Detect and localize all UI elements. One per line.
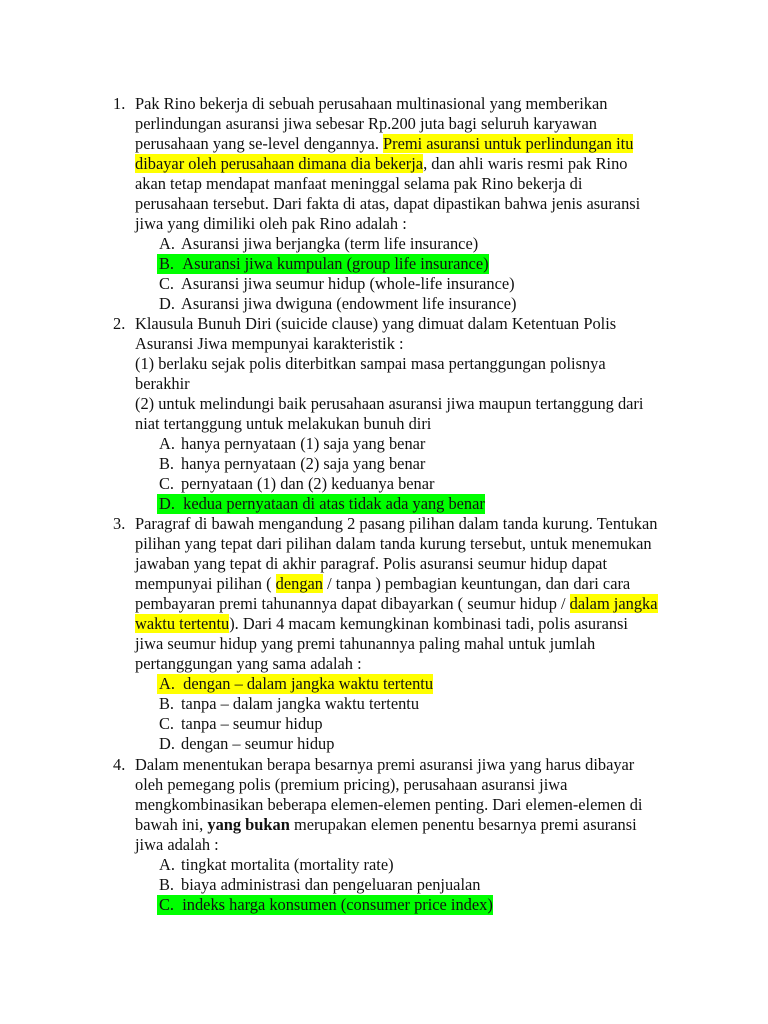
text-line: jiwa seumur hidup yang premi tahunannya paling mahal untuk jumlah: [135, 634, 596, 653]
option-a: [135, 234, 695, 254]
option-letter: B.: [159, 694, 175, 713]
answer-highlight: [157, 254, 489, 274]
option-letter: B.: [159, 254, 175, 273]
option-letter: C.: [159, 895, 175, 914]
option-text: kedua pernyataan di atas tidak ada yang benar: [183, 494, 485, 513]
option-letter: B.: [159, 875, 175, 894]
option-text: Asuransi jiwa dwiguna (endowment life insurance): [181, 294, 517, 313]
option-a: [135, 855, 695, 875]
text-line: berakhir: [135, 374, 190, 393]
option-letter: A.: [159, 674, 175, 693]
option-text: hanya pernyataan (1) saja yang benar: [181, 434, 426, 453]
option-c: [135, 714, 695, 734]
option-a: [135, 434, 695, 454]
option-a-answer: [135, 674, 695, 694]
text-line: Asuransi Jiwa mempunyai karakteristik :: [135, 334, 404, 353]
option-text: indeks harga konsumen (consumer price index): [182, 895, 493, 914]
text-line: [135, 614, 695, 634]
option-letter: C.: [159, 714, 175, 733]
option-letter: A.: [159, 855, 175, 874]
text-line: [135, 574, 695, 594]
question-text: [135, 94, 695, 314]
text-line: jiwa adalah :: [135, 835, 219, 854]
text-segment: , dan ahli waris resmi pak Rino: [423, 154, 628, 173]
text-line: (1) berlaku sejak polis diterbitkan sampai masa pertanggungan polisnya: [135, 354, 606, 373]
option-letter: C.: [159, 474, 175, 493]
text-line: perusahaan tersebut. Dari fakta di atas, dapat dipastikan bahwa jenis asuransi: [135, 194, 641, 213]
highlighted-text: dengan: [275, 574, 324, 593]
option-b-answer: [135, 254, 695, 274]
option-text: dengan – dalam jangka waktu tertentu: [183, 674, 434, 693]
text-line: [135, 815, 695, 835]
text-line: Klausula Bunuh Diri (suicide clause) yang dimuat dalam Ketentuan Polis: [135, 314, 617, 333]
option-text: tingkat mortalita (mortality rate): [181, 855, 394, 874]
option-c-answer: [135, 895, 695, 915]
question-number: 4.: [113, 755, 126, 774]
answer-highlight: [157, 895, 493, 915]
text-line: mengkombinasikan beberapa elemen-elemen penting. Dari elemen-elemen di: [135, 795, 643, 814]
option-text: Asuransi jiwa kumpulan (group life insurance): [182, 254, 489, 273]
answer-highlight: [157, 494, 485, 514]
option-text: Asuransi jiwa berjangka (term life insurance): [181, 234, 479, 253]
highlighted-text: Premi asuransi untuk perlindungan itu: [383, 134, 634, 153]
text-line: [135, 134, 695, 154]
answer-highlight: [157, 674, 433, 694]
text-line: (2) untuk melindungi baik perusahaan asuransi jiwa maupun tertanggung dari: [135, 394, 644, 413]
option-d: [135, 294, 695, 314]
highlighted-text: dalam jangka: [569, 594, 658, 613]
highlighted-text: waktu tertentu: [135, 614, 230, 633]
option-text: biaya administrasi dan pengeluaran penjualan: [181, 875, 481, 894]
option-b: [135, 694, 695, 714]
option-b: [135, 875, 695, 895]
option-c: [135, 274, 695, 294]
text-line: pertanggungan yang sama adalah :: [135, 654, 362, 673]
option-letter: A.: [159, 434, 175, 453]
question-text: [135, 314, 695, 514]
highlighted-text: dibayar oleh perusahaan dimana dia bekerja: [135, 154, 424, 173]
option-d-answer: [135, 494, 695, 514]
option-text: dengan – seumur hidup: [181, 734, 335, 753]
option-text: pernyataan (1) dan (2) keduanya benar: [181, 474, 435, 493]
option-d: [135, 734, 695, 754]
text-line: Pak Rino bekerja di sebuah perusahaan multinasional yang memberikan: [135, 94, 608, 113]
option-letter: B.: [159, 454, 175, 473]
question-number: 3.: [113, 514, 126, 533]
text-line: [135, 594, 695, 614]
text-line: akan tetap mendapat manfaat meninggal selama pak Rino bekerja di: [135, 174, 583, 193]
text-segment: ). Dari 4 macam kemungkinan kombinasi tadi, polis asuransi: [229, 614, 628, 633]
option-letter: D.: [159, 294, 175, 313]
option-text: tanpa – dalam jangka waktu tertentu: [181, 694, 420, 713]
text-line: Dalam menentukan berapa besarnya premi asuransi jiwa yang harus dibayar: [135, 755, 635, 774]
option-letter: C.: [159, 274, 175, 293]
option-text: hanya pernyataan (2) saja yang benar: [181, 454, 426, 473]
option-letter: A.: [159, 234, 175, 253]
question-text: [135, 514, 695, 754]
option-text: tanpa – seumur hidup: [181, 714, 323, 733]
text-segment: pembayaran premi tahunannya dapat dibayarkan ( seumur hidup /: [135, 594, 570, 613]
option-letter: D.: [159, 494, 175, 513]
option-letter: D.: [159, 734, 175, 753]
text-segment: / tanpa ) pembagian keuntungan, dan dari cara: [323, 574, 631, 593]
text-segment: mempunyai pilihan (: [135, 574, 276, 593]
text-segment: bawah ini,: [135, 815, 208, 834]
text-line: niat tertanggung untuk melakukan bunuh diri: [135, 414, 432, 433]
option-b: [135, 454, 695, 474]
bold-text: yang bukan: [207, 815, 290, 834]
option-c: [135, 474, 695, 494]
text-segment: merupakan elemen penentu besarnya premi asuransi: [289, 815, 637, 834]
text-line: jiwa yang dimiliki oleh pak Rino adalah :: [135, 214, 407, 233]
text-line: jawaban yang tepat di akhir paragraf. Polis asuransi seumur hidup dapat: [135, 554, 607, 573]
question-number: 2.: [113, 314, 126, 333]
text-line: perlindungan asuransi jiwa sebesar Rp.200 juta bagi seluruh karyawan: [135, 114, 597, 133]
text-line: Paragraf di bawah mengandung 2 pasang pilihan dalam tanda kurung. Tentukan: [135, 514, 658, 533]
option-text: Asuransi jiwa seumur hidup (whole-life insurance): [181, 274, 515, 293]
question-text: [135, 755, 695, 915]
question-number: 1.: [113, 94, 126, 113]
text-line: oleh pemegang polis (premium pricing), perusahaan asuransi jiwa: [135, 775, 568, 794]
text-line: [135, 154, 695, 174]
text-line: pilihan yang tepat dari pilihan dalam tanda kurung tersebut, untuk menemukan: [135, 534, 652, 553]
text-segment: perusahaan yang se-level dengannya.: [135, 134, 384, 153]
